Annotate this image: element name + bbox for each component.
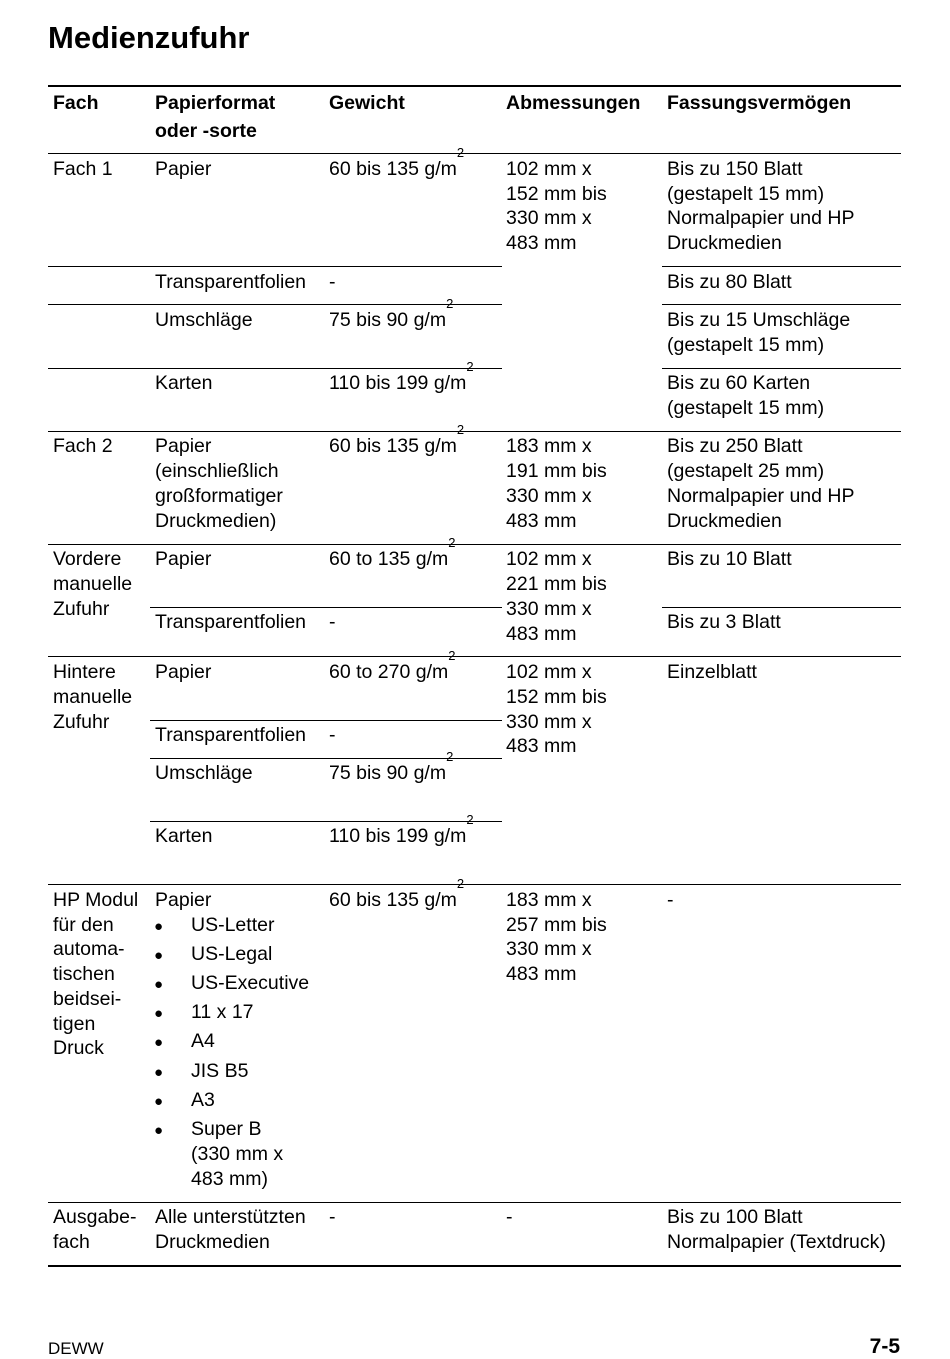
bullet: ● [154, 947, 164, 964]
weight-unit: g/m [415, 548, 449, 570]
row-divider [48, 656, 901, 657]
row-divider [48, 304, 502, 305]
weight-value [329, 296, 454, 333]
row-divider [150, 720, 502, 721]
dimensions: 483 mm [506, 232, 577, 254]
dimensions: 102 mm x [506, 661, 592, 683]
bullet: ● [154, 918, 164, 935]
dimensions: 152 mm bis [506, 686, 607, 708]
dimensions: 330 mm x [506, 711, 592, 733]
footer-doc-code: DEWW [48, 1339, 104, 1358]
format-item: (330 mm x [191, 1143, 284, 1165]
weight-unit: g/m [424, 158, 457, 180]
format-item: US-Executive [191, 972, 310, 994]
bullet: ● [154, 1093, 164, 1110]
weight-value [329, 422, 465, 459]
weight-unit: g/m [433, 372, 467, 394]
dimensions: 221 mm bis [506, 573, 607, 595]
weight-text: 110 bis 199 [329, 372, 434, 394]
dimensions: 183 mm x [506, 435, 592, 457]
bullet: ● [154, 1122, 164, 1139]
dimensions: 152 mm bis [506, 183, 607, 205]
fach-label: manuelle [53, 686, 133, 708]
media-type: Papier [155, 548, 212, 570]
capacity: Normalpapier und HP [667, 207, 855, 229]
dimensions: 330 mm x [506, 598, 592, 620]
row-divider [662, 368, 901, 369]
weight-unit: g/m [413, 762, 447, 784]
capacity: Bis zu 60 Karten [667, 372, 811, 394]
format-item: JIS B5 [191, 1060, 249, 1082]
format-item: A3 [191, 1089, 215, 1111]
weight-text: 60 to 135 [329, 548, 416, 570]
media-type: Umschläge [155, 762, 253, 784]
dimensions: 257 mm bis [506, 914, 607, 936]
capacity: Bis zu 80 Blatt [667, 271, 792, 293]
weight-value: - [329, 611, 336, 633]
weight-value [329, 749, 454, 786]
format-item: US-Legal [191, 943, 273, 965]
bullet: ● [154, 976, 164, 993]
format-item: 11 x 17 [191, 1001, 254, 1023]
unit-exponent: 2 [466, 812, 474, 827]
row-divider [48, 884, 901, 885]
capacity: Bis zu 10 Blatt [667, 548, 792, 570]
weight-value: - [329, 271, 336, 293]
media-type: Karten [155, 372, 213, 394]
row-divider [48, 1202, 901, 1203]
row-divider [48, 266, 502, 267]
weight-value [329, 812, 474, 849]
dimensions: 483 mm [506, 623, 577, 645]
fach-label: beidsei- [53, 988, 122, 1010]
weight-unit: g/m [413, 309, 447, 331]
media-type: (einschließlich [155, 460, 279, 482]
row-divider [48, 431, 901, 432]
fach-label: manuelle [53, 573, 133, 595]
media-type: Papier [155, 158, 212, 180]
weight-unit: g/m [415, 661, 449, 683]
header-rule [48, 153, 901, 154]
capacity: Einzelblatt [667, 661, 757, 683]
fach-label: für den [53, 914, 114, 936]
fach-label: Hintere [53, 661, 116, 683]
row-divider [662, 304, 901, 305]
unit-exponent: 2 [456, 876, 465, 891]
row-divider [48, 368, 502, 369]
bullet: ● [154, 1064, 164, 1081]
media-type: Transparentfolien [155, 611, 307, 633]
fach-label: Ausgabe- [53, 1206, 137, 1228]
capacity: Bis zu 100 Blatt [667, 1206, 803, 1228]
dimensions: 191 mm bis [506, 460, 607, 482]
media-type: Papier [155, 435, 212, 457]
fach-label: Zufuhr [53, 711, 110, 733]
capacity: - [667, 889, 674, 911]
capacity: Bis zu 250 Blatt [667, 435, 803, 457]
dimensions: 183 mm x [506, 889, 592, 911]
unit-exponent: 2 [456, 422, 465, 437]
dimensions: 102 mm x [506, 548, 592, 570]
header-fassung: Fassungsvermögen [667, 92, 852, 114]
capacity: (gestapelt 15 mm) [667, 183, 825, 205]
media-type: Karten [155, 825, 213, 847]
capacity: (gestapelt 15 mm) [667, 397, 825, 419]
table-top-rule [48, 85, 901, 87]
bullet: ● [154, 1005, 164, 1022]
weight-value [329, 876, 465, 913]
fach-label: Druck [53, 1037, 104, 1059]
weight-value [329, 535, 456, 572]
weight-value: - [329, 724, 336, 746]
weight-text: 75 bis 90 [329, 762, 414, 784]
media-type: Transparentfolien [155, 271, 307, 293]
row-divider [48, 544, 901, 545]
fach-label: Fach 1 [53, 158, 113, 180]
capacity: (gestapelt 15 mm) [667, 334, 825, 356]
media-type: Druckmedien) [155, 510, 277, 532]
dimensions: 483 mm [506, 510, 577, 532]
weight-unit: g/m [433, 825, 467, 847]
capacity: Bis zu 3 Blatt [667, 611, 781, 633]
weight-text: 60 bis 135 [329, 158, 425, 180]
header-format: oder -sorte [155, 120, 257, 142]
fach-label: HP Modul [53, 889, 139, 911]
unit-exponent: 2 [448, 535, 456, 550]
format-item: A4 [191, 1030, 215, 1052]
weight-text: 110 bis 199 [329, 825, 434, 847]
media-type: großformatiger [155, 485, 283, 507]
weight-value [329, 145, 465, 182]
row-divider [662, 266, 901, 267]
capacity: Normalpapier (Textdruck) [667, 1231, 886, 1253]
capacity: Bis zu 15 Umschläge [667, 309, 851, 331]
dimensions: - [506, 1206, 513, 1228]
header-format: Papierformat [155, 92, 276, 114]
format-item: 483 mm) [191, 1168, 268, 1190]
weight-unit: g/m [424, 435, 457, 457]
row-divider [662, 607, 901, 608]
dimensions: 102 mm x [506, 158, 592, 180]
weight-unit: g/m [424, 889, 457, 911]
capacity: Druckmedien [667, 510, 782, 532]
fach-label: automa- [53, 938, 125, 960]
unit-exponent: 2 [466, 359, 474, 374]
header-fach: Fach [53, 92, 99, 114]
dimensions: 330 mm x [506, 207, 592, 229]
fach-label: tigen [53, 1013, 96, 1035]
header-gewicht: Gewicht [329, 92, 405, 114]
media-type: Umschläge [155, 309, 253, 331]
dimensions: 330 mm x [506, 938, 592, 960]
weight-value: - [329, 1206, 336, 1228]
media-type: Druckmedien [155, 1231, 270, 1253]
media-type: Transparentfolien [155, 724, 307, 746]
weight-text: 60 to 270 [329, 661, 416, 683]
page-title: Medienzufuhr [48, 20, 250, 55]
fach-label: tischen [53, 963, 115, 985]
format-item: US-Letter [191, 914, 275, 936]
fach-label: fach [53, 1231, 90, 1253]
capacity: Bis zu 150 Blatt [667, 158, 803, 180]
fach-label: Zufuhr [53, 598, 110, 620]
weight-text: 60 bis 135 [329, 435, 425, 457]
table-bottom-rule [48, 1265, 901, 1267]
row-divider [150, 821, 502, 822]
media-type: Papier [155, 889, 212, 911]
bullet: ● [154, 1034, 164, 1051]
unit-exponent: 2 [446, 749, 454, 764]
capacity: (gestapelt 25 mm) [667, 460, 825, 482]
unit-exponent: 2 [456, 145, 465, 160]
media-type: Alle unterstützten [155, 1206, 306, 1228]
row-divider [150, 607, 502, 608]
weight-value [329, 648, 456, 685]
dimensions: 330 mm x [506, 485, 592, 507]
fach-label: Vordere [53, 548, 122, 570]
weight-text: 75 bis 90 [329, 309, 414, 331]
header-abmessungen: Abmessungen [506, 92, 641, 114]
format-item: Super B [191, 1118, 262, 1140]
capacity: Normalpapier und HP [667, 485, 855, 507]
unit-exponent: 2 [448, 648, 456, 663]
weight-text: 60 bis 135 [329, 889, 425, 911]
dimensions: 483 mm [506, 963, 577, 985]
capacity: Druckmedien [667, 232, 782, 254]
unit-exponent: 2 [446, 296, 454, 311]
fach-label: Fach 2 [53, 435, 113, 457]
page-number: 7-5 [869, 1335, 900, 1358]
weight-value [329, 359, 474, 396]
media-type: Papier [155, 661, 212, 683]
dimensions: 483 mm [506, 735, 577, 757]
